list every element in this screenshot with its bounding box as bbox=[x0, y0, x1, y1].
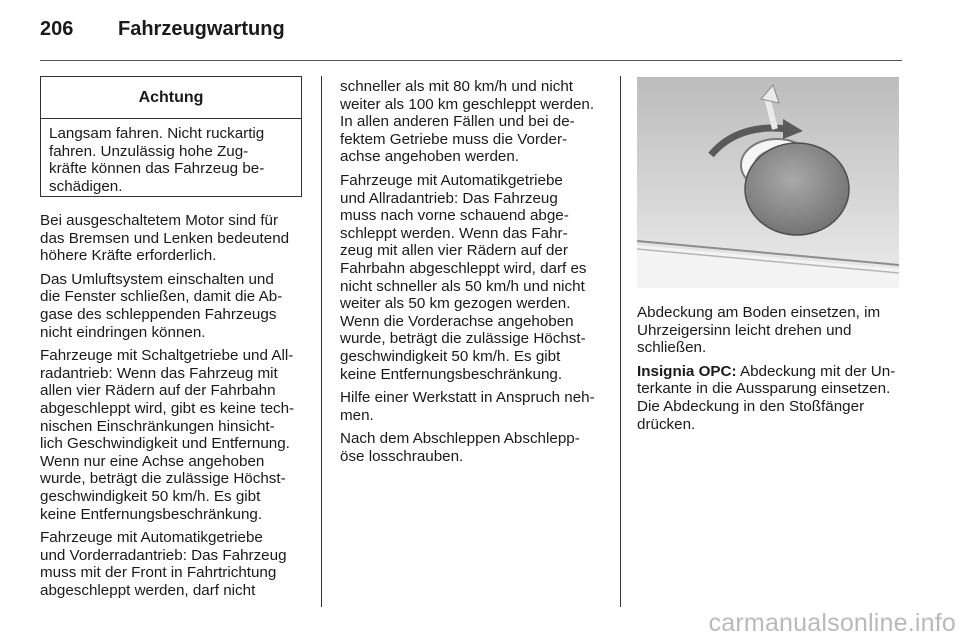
text-line: geschwindigkeit 50 km/h. Es gibt bbox=[40, 487, 261, 505]
paragraph bbox=[40, 212, 308, 265]
text-line: schneller als mit 80 km/h und nicht bbox=[340, 78, 573, 95]
header-rule bbox=[40, 60, 902, 61]
watermark: carmanualsonline.info bbox=[708, 609, 956, 637]
text-line: Bei ausgeschaltetem Motor sind für bbox=[40, 212, 279, 229]
text-line: Wenn die Vorderachse angehoben bbox=[340, 312, 574, 330]
text-line: Hilfe einer Werkstatt in Anspruch neh- bbox=[340, 389, 595, 407]
text-line: schließen. bbox=[637, 339, 707, 357]
paragraph bbox=[40, 347, 308, 523]
text-line: Uhrzeigersinn leicht drehen und bbox=[637, 321, 852, 339]
opc-label: Insignia OPC: bbox=[637, 362, 737, 380]
text-line: und Allradantrieb: Das Fahrzeug bbox=[340, 189, 558, 207]
text-line: schleppt werden. Wenn das Fahr- bbox=[340, 224, 568, 242]
chapter-title: Fahrzeugwartung bbox=[118, 18, 285, 40]
text-line: die Fenster schließen, damit die Ab- bbox=[40, 288, 283, 306]
paragraph bbox=[340, 430, 605, 465]
text-line: weiter als 100 km geschleppt werden. bbox=[340, 95, 595, 113]
opc-paragraph bbox=[637, 363, 902, 433]
text-line: wurde, beträgt die zulässige Höchst- bbox=[40, 470, 286, 488]
cover-illustration-svg bbox=[637, 77, 899, 288]
text-line: wurde, beträgt die zulässige Höchst- bbox=[340, 330, 586, 348]
text-line: weiter als 50 km gezogen werden. bbox=[340, 295, 571, 313]
page-number: 206 bbox=[40, 18, 74, 40]
paragraph bbox=[340, 389, 605, 424]
text-line: Fahrzeuge mit Schaltgetriebe und All- bbox=[40, 347, 294, 365]
column-divider-1 bbox=[321, 76, 322, 607]
text-line: allen vier Rädern auf der Fahrbahn bbox=[40, 382, 276, 400]
text-line: Das Umluftsystem einschalten und bbox=[40, 270, 274, 288]
warning-line: Langsam fahren. Nicht ruckartig bbox=[49, 125, 265, 142]
text-line: nicht schneller als 50 km/h und nicht bbox=[340, 277, 585, 295]
text-line: Fahrzeuge mit Automatikgetriebe bbox=[340, 171, 563, 189]
text-line: und Vorderradantrieb: Das Fahrzeug bbox=[40, 546, 287, 564]
column-2 bbox=[340, 78, 605, 471]
paragraph bbox=[340, 78, 605, 166]
warning-line: kräfte können das Fahrzeug be- bbox=[49, 160, 265, 178]
warning-title: Achtung bbox=[41, 77, 301, 119]
cover-illustration bbox=[637, 77, 899, 288]
text-line: abgeschleppt werden, darf nicht bbox=[40, 581, 256, 599]
paragraph bbox=[40, 271, 308, 341]
text-line: geschwindigkeit 50 km/h. Es gibt bbox=[340, 347, 561, 365]
text-line: Abdeckung mit der Un- bbox=[736, 362, 896, 380]
text-line: achse angehoben werden. bbox=[340, 148, 520, 166]
warning-line: schädigen. bbox=[49, 177, 123, 195]
figure-caption bbox=[637, 304, 902, 357]
text-line: muss nach vorne schauend abge- bbox=[340, 207, 569, 225]
text-line: Abdeckung am Boden einsetzen, im bbox=[637, 304, 881, 321]
page-header bbox=[40, 18, 285, 48]
text-line: drücken. bbox=[637, 415, 696, 433]
text-line: nischen Einschränkungen hinsicht- bbox=[40, 417, 275, 435]
text-line: zeug mit allen vier Rädern auf der bbox=[340, 242, 568, 260]
column-divider-2 bbox=[620, 76, 621, 607]
text-line: muss mit der Front in Fahrtrichtung bbox=[40, 564, 277, 582]
text-line: men. bbox=[340, 406, 374, 424]
column-3 bbox=[637, 304, 902, 439]
paragraph bbox=[340, 172, 605, 383]
column-1 bbox=[40, 212, 308, 605]
text-line: radantrieb: Wenn das Fahrzeug mit bbox=[40, 364, 278, 382]
warning-line: fahren. Unzulässig hohe Zug- bbox=[49, 142, 249, 160]
text-line: keine Entfernungsbeschränkung. bbox=[40, 505, 263, 523]
text-line: das Bremsen und Lenken bedeutend bbox=[40, 229, 290, 247]
text-line: Nach dem Abschleppen Abschlepp- bbox=[340, 430, 580, 448]
paragraph bbox=[40, 529, 308, 599]
text-line: höhere Kräfte erforderlich. bbox=[40, 247, 217, 265]
text-line: fektem Getriebe muss die Vorder- bbox=[340, 130, 568, 148]
text-line: Die Abdeckung in den Stoßfänger bbox=[637, 397, 865, 415]
text-line: gase des schleppenden Fahrzeugs bbox=[40, 305, 277, 323]
warning-text bbox=[41, 119, 301, 201]
text-line: lich Geschwindigkeit und Entfernung. bbox=[40, 435, 290, 453]
cover-disc bbox=[745, 143, 849, 235]
text-line: abgeschleppt wird, gibt es keine tech- bbox=[40, 399, 295, 417]
warning-box bbox=[40, 76, 302, 197]
text-line: In allen anderen Fällen und bei de- bbox=[340, 113, 575, 131]
text-line: Fahrzeuge mit Automatikgetriebe bbox=[40, 529, 263, 547]
text-line: nicht eindringen können. bbox=[40, 323, 206, 341]
text-line: öse losschrauben. bbox=[340, 447, 464, 465]
text-line: keine Entfernungsbeschränkung. bbox=[340, 365, 563, 383]
text-line: Fahrbahn abgeschleppt wird, darf es bbox=[340, 259, 587, 277]
text-line: Wenn nur eine Achse angehoben bbox=[40, 452, 265, 470]
text-line: terkante in die Aussparung einsetzen. bbox=[637, 380, 891, 398]
